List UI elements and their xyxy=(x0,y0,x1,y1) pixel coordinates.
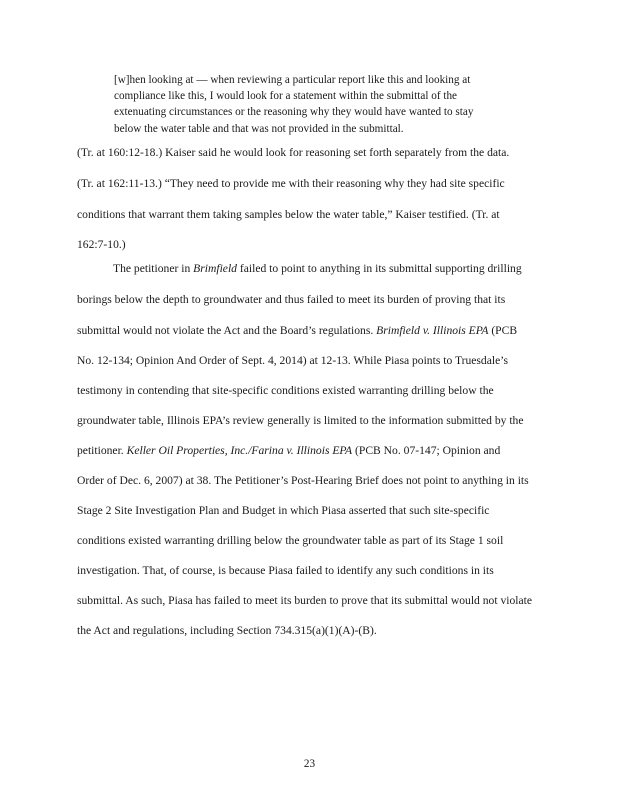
text-line: testimony in contending that site-specific conditions existed warranting drilling below the xyxy=(77,384,494,397)
text-line xyxy=(77,444,500,457)
quote-line: [w]hen looking at — when reviewing a particular report like this and looking at xyxy=(114,74,471,86)
text-run: (PCB xyxy=(488,324,518,337)
text-run: failed to point to anything in its submittal supporting drilling xyxy=(236,262,522,275)
text-line: (Tr. at 160:12-18.) Kaiser said he would look for reasoning set forth separately from the data. xyxy=(77,146,510,159)
page-number: 23 xyxy=(303,758,316,770)
text-line: the Act and regulations, including Section 734.315(a)(1)(A)-(B). xyxy=(77,624,377,637)
case-name: Brimfield xyxy=(193,262,237,275)
text-line xyxy=(77,324,517,337)
text-line: Stage 2 Site Investigation Plan and Budget in which Piasa asserted that such site-specific xyxy=(77,504,490,517)
text-line: conditions that warrant them taking samples below the water table,” Kaiser testified. (Tr. at xyxy=(77,208,500,221)
text-line: borings below the depth to groundwater and thus failed to meet its burden of proving that its xyxy=(77,293,506,306)
text-line: (Tr. at 162:11-13.) “They need to provide me with their reasoning why they had site specific xyxy=(77,177,505,190)
case-name: Keller Oil Properties, Inc./Farina v. Illinois EPA xyxy=(126,444,353,457)
text-run: (PCB No. 07-147; Opinion and xyxy=(352,444,501,457)
text-line: investigation. That, of course, is because Piasa failed to identify any such conditions in its xyxy=(77,564,494,577)
quote-line: compliance like this, I would look for a statement within the submittal of the xyxy=(114,90,458,103)
text-line: No. 12-134; Opinion And Order of Sept. 4, 2014) at 12-13. While Piasa points to Truesdale’s xyxy=(77,354,508,367)
quote-line: below the water table and that was not provided in the submittal. xyxy=(114,122,404,135)
text-line: groundwater table, Illinois EPA’s review generally is limited to the information submitted by the xyxy=(77,414,524,427)
text-run: submittal would not violate the Act and the Board’s regulations. xyxy=(77,324,377,337)
text-line: submittal. As such, Piasa has failed to meet its burden to prove that its submittal would not violate xyxy=(77,594,532,607)
quote-line: extenuating circumstances or the reasoning why they would have wanted to stay xyxy=(114,106,474,119)
text-run: petitioner. xyxy=(77,444,127,457)
text-line: Order of Dec. 6, 2007) at 38. The Petitioner’s Post-Hearing Brief does not point to anything in its xyxy=(77,474,529,487)
text-line: conditions existed warranting drilling below the groundwater table as part of its Stage 1 soil xyxy=(77,534,504,547)
case-name: Brimfield v. Illinois EPA xyxy=(376,324,489,337)
text-run: The petitioner in xyxy=(113,262,194,275)
block-quote xyxy=(114,72,494,137)
text-line: 162:7-10.) xyxy=(77,238,126,251)
text-line xyxy=(113,262,522,275)
